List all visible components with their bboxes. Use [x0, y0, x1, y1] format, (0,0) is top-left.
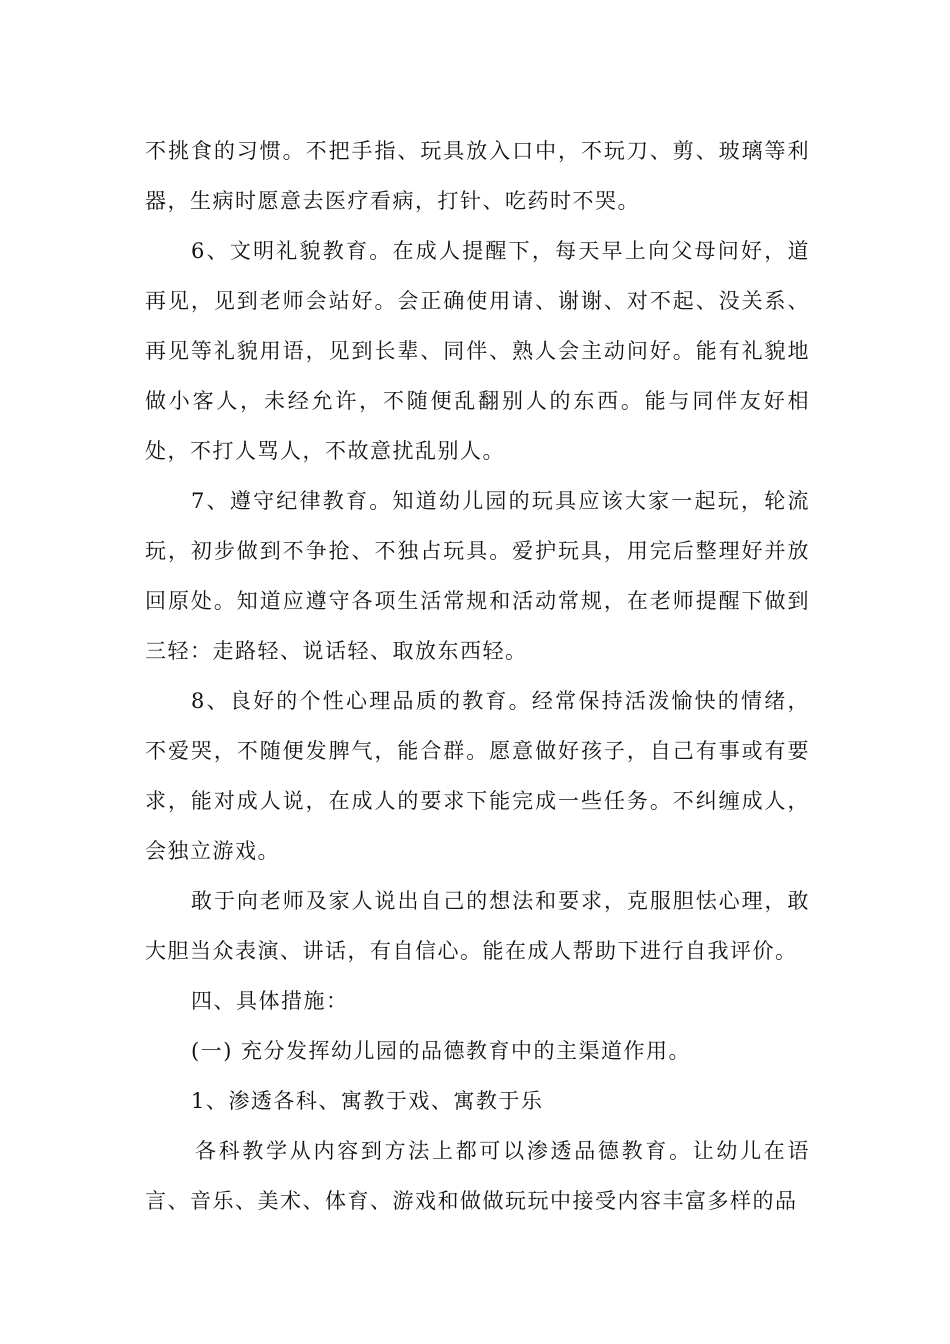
paragraph-item-8: 8、良好的个性心理品质的教育。经常保持活泼愉快的情绪，不爱哭，不随便发脾气，能合群。愿意做好孩子，自己有事或有要求，能对成人说，在成人的要求下能完成一些任务。不纠缠成人，会独立游戏。 — [145, 689, 810, 863]
subsection-heading-1: (一) 充分发挥幼儿园的品德教育中的主渠道作用。 — [191, 1039, 692, 1063]
document-body — [145, 126, 810, 1226]
paragraph-item-6: 6、文明礼貌教育。在成人提醒下，每天早上向父母问好，道再见，见到老师会站好。会正确使用请、谢谢、对不起、没关系、再见等礼貌用语，见到长辈、同伴、熟人会主动问好。能有礼貌地做小客人，未经允许，不随便乱翻别人的东西。能与同伴友好相处，不打人骂人，不故意扰乱别人。 — [145, 239, 810, 463]
paragraph-continuation: 不挑食的习惯。不把手指、玩具放入口中，不玩刀、剪、玻璃等利器，生病时愿意去医疗看病，打针、吃药时不哭。 — [145, 139, 810, 213]
paragraph-item-7: 7、遵守纪律教育。知道幼儿园的玩具应该大家一起玩，轮流玩，初步做到不争抢、不独占玩具。爱护玩具，用完后整理好并放回原处。知道应遵守各项生活常规和活动常规，在老师提醒下做到三轻：走路轻、说话轻、取放东西轻。 — [145, 489, 810, 663]
item-heading-1: 1、渗透各科、寓教于戏、寓教于乐 — [191, 1089, 544, 1113]
paragraph-subjects: 各科教学从内容到方法上都可以渗透品德教育。让幼儿在语言、音乐、美术、体育、游戏和做做玩玩中接受内容丰富多样的品 — [145, 1139, 810, 1213]
section-heading-measures: 四、具体措施： — [191, 989, 349, 1013]
paragraph-confidence: 敢于向老师及家人说出自己的想法和要求，克服胆怯心理，敢大胆当众表演、讲话，有自信心。能在成人帮助下进行自我评价。 — [145, 889, 810, 963]
